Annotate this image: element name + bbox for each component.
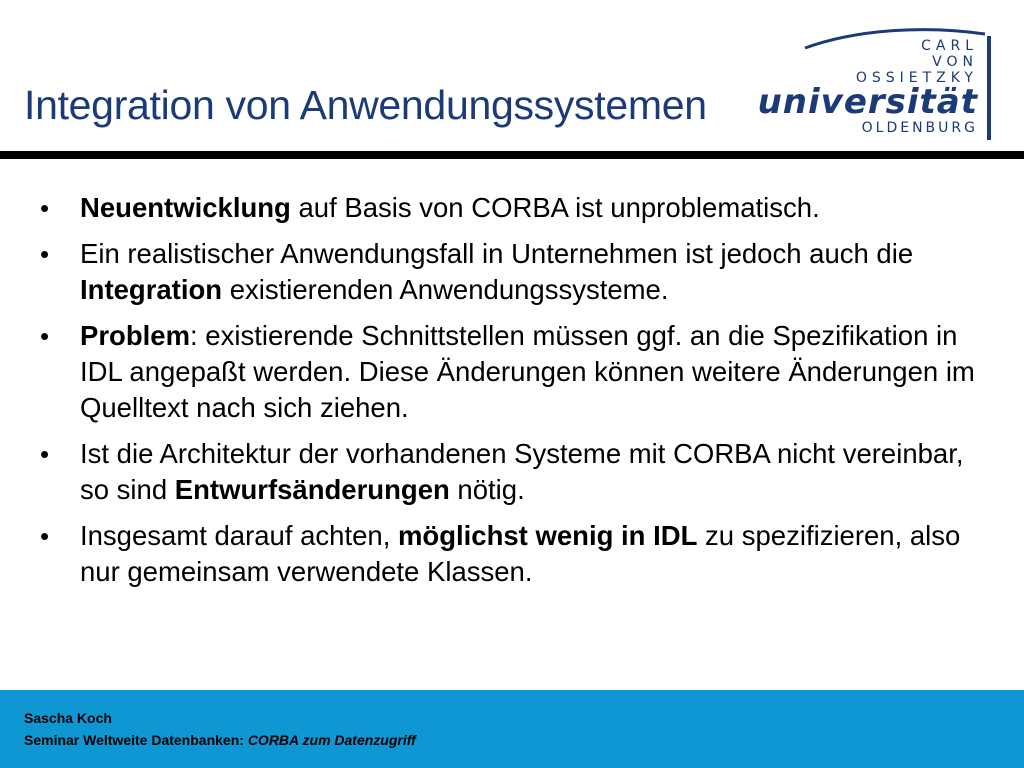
- bullet-item: [40, 436, 990, 508]
- logo-line-oldenburg: OLDENBURG: [861, 120, 978, 136]
- bullet-item: [40, 190, 990, 226]
- bullet-text: zu spezifizieren, also nur gemeinsam verwendete Klassen.: [80, 520, 961, 587]
- logo-line-ossietzky: OSSIETZKY: [855, 70, 978, 86]
- footer-bar: [0, 690, 1024, 768]
- bullet-text: auf Basis von CORBA ist unproblematisch.: [290, 192, 820, 223]
- bullet-text: existierenden Anwendungssysteme.: [222, 274, 669, 305]
- bullet-text: Insgesamt darauf achten,: [80, 520, 398, 551]
- footer-author: Sascha Koch: [24, 710, 112, 726]
- bullet-emphasis: möglichst wenig in IDL: [397, 520, 698, 551]
- logo-line-carl: CARL: [921, 38, 978, 54]
- bullet-icon: •: [40, 439, 50, 469]
- bullet-emphasis: Problem: [80, 320, 191, 351]
- bullet-emphasis: Entwurfsänderungen: [174, 474, 450, 505]
- footer-seminar-prefix: Seminar Weltweite Datenbanken:: [24, 732, 248, 748]
- bullet-text: Ist die Architektur der vorhandenen Systeme mit CORBA nicht vereinbar, so sind: [80, 438, 964, 505]
- logo-line-universitaet: universität: [757, 82, 978, 122]
- footer-seminar-topic: CORBA zum Datenzugriff: [247, 732, 416, 748]
- slide-title: Integration von Anwendungssystemen: [24, 82, 707, 128]
- logo-line-von: VON: [932, 54, 978, 70]
- bullet-icon: •: [40, 521, 50, 551]
- bullet-text: nötig.: [449, 474, 525, 505]
- bullet-emphasis: Neuentwicklung: [80, 192, 291, 223]
- bullet-icon: •: [40, 321, 50, 351]
- bullet-icon: •: [40, 193, 50, 223]
- bullet-item: [40, 318, 990, 426]
- logo-bar: [987, 36, 991, 140]
- bullet-list: [40, 190, 990, 600]
- bullet-icon: •: [40, 239, 50, 269]
- bullet-text: : existierende Schnittstellen müssen ggf. an die Spezifikation in IDL angepaßt werden. Diese Änderungen können weitere Änderungen im Quelltext nach sich ziehen.: [80, 320, 975, 423]
- bullet-emphasis: Integration: [80, 274, 223, 305]
- bullet-item: [40, 236, 990, 308]
- footer-seminar: [24, 732, 416, 748]
- header-divider: [0, 151, 1024, 159]
- bullet-text: Ein realistischer Anwendungsfall in Unternehmen ist jedoch auch die: [80, 238, 914, 269]
- bullet-item: [40, 518, 990, 590]
